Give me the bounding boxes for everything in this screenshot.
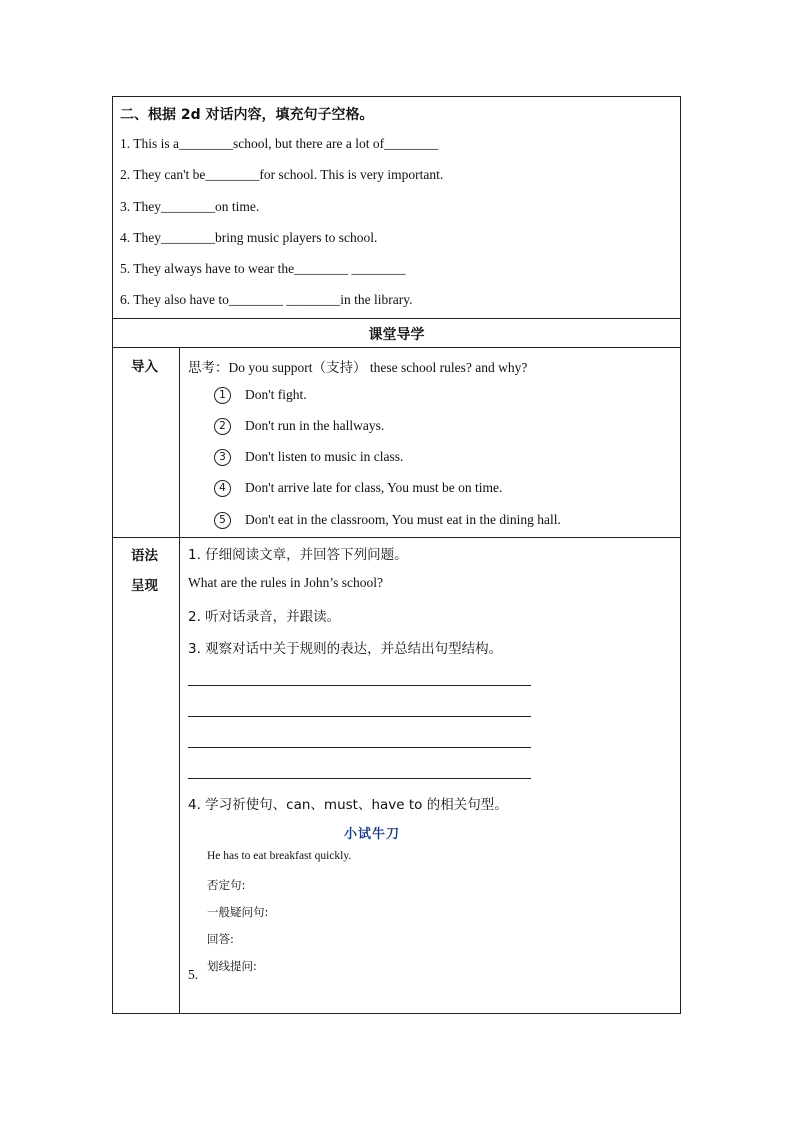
grammar-label-line2: 呈现 [131,578,158,594]
circled-number: 4 [214,480,231,497]
fill-blank-line: 3. They________on time. [120,199,260,214]
answer-line[interactable] [188,747,531,748]
answer-line[interactable] [188,716,531,717]
fill-blank-line: 6. They also have to________ ________in the library. [120,292,413,307]
practice-sentence: He has to eat breakfast quickly. [207,850,352,862]
rule-item [214,512,561,529]
answer-line[interactable] [188,685,531,686]
practice-title: 小试牛刀 [344,827,401,842]
circled-number: 2 [214,418,231,435]
fill-blank-line: 4. They________bring music players to school. [120,230,378,245]
rule-text: Don't run in the hallways. [245,418,385,433]
intro-question: 思考：Do you support（支持） these school rules? and why? [188,360,528,375]
rule-item [214,449,403,466]
rule-text: Don't listen to music in class. [245,449,404,464]
practice-prompt-negative: 否定句: [207,878,246,892]
column-divider [179,347,180,1013]
grammar-item-4: 4. 学习祈使句、can、must、have to 的相关句型。 [188,797,508,813]
section2-heading: 二、根据 2d 对话内容，填充句子空格。 [120,107,374,123]
row-divider [113,318,680,319]
rule-item [214,480,502,497]
grammar-item-5: 5. [188,967,199,982]
row-divider [113,347,680,348]
practice-prompt-wh-question: 划线提问: [207,959,257,973]
intro-label: 导入 [131,359,158,375]
worksheet-table [112,96,681,1014]
grammar-item-3: 3. 观察对话中关于规则的表达，并总结出句型结构。 [188,641,503,657]
grammar-item-1: 1. 仔细阅读文章，并回答下列问题。 [188,547,408,563]
fill-blank-line: 1. This is a________school, but there are a lot of________ [120,136,439,151]
fill-blank-line: 5. They always have to wear the________ ________ [120,261,406,276]
rule-text: Don't eat in the classroom, You must eat in the dining hall. [245,512,561,527]
circled-number: 1 [214,387,231,404]
rule-text: Don't arrive late for class, You must be on time. [245,480,503,495]
answer-line[interactable] [188,778,531,779]
grammar-item-2: 2. 听对话录音，并跟读。 [188,609,341,625]
rule-text: Don't fight. [245,387,307,402]
practice-prompt-answer: 回答: [207,932,234,946]
rule-item [214,387,307,404]
circled-number: 3 [214,449,231,466]
rule-item [214,418,384,435]
classroom-header: 课堂导学 [368,327,425,343]
practice-prompt-question: 一般疑问句: [207,905,269,919]
grammar-label-line1: 语法 [131,548,158,564]
fill-blank-line: 2. They can't be________for school. This is very important. [120,167,444,182]
row-divider [113,537,680,538]
grammar-item-1-question: What are the rules in John’s school? [188,575,383,590]
circled-number: 5 [214,512,231,529]
